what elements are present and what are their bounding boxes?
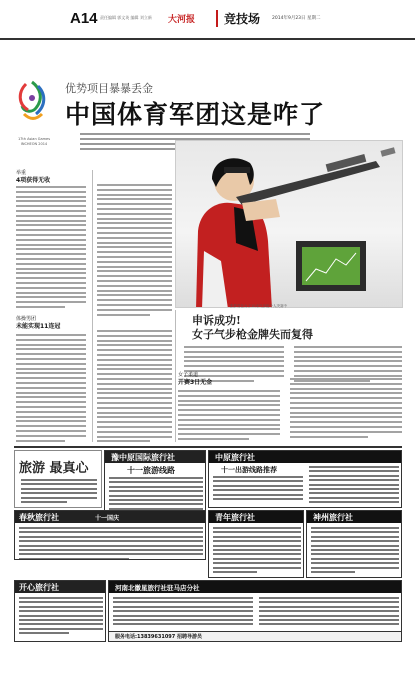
body-text-judo-b [290, 378, 402, 440]
ad-qingnian[interactable]: 青年旅行社 [208, 510, 304, 578]
athlete-photo [175, 140, 403, 308]
body-text-col2b [97, 330, 172, 445]
ad-chunqiu[interactable]: 春秋旅行社 十一国庆 [14, 510, 206, 560]
asian-games-caption: 17th Asian Games INCHEON 2014 [17, 137, 51, 146]
column-rule [92, 170, 93, 442]
body-text-judo-a [178, 390, 280, 443]
masthead [0, 0, 415, 40]
photo-caption: 张梦雪在女子10米气步枪个人决赛中 [230, 304, 287, 308]
ad-tourism[interactable]: 旅游 最真心 [14, 450, 102, 508]
subhead-weightlifting: 举重 4项获得无收 [16, 170, 51, 184]
editor-credit: 责任编辑 郭文英 编辑 刘立新 [100, 15, 152, 20]
issue-date: 2014年9月23日 星期二 [272, 16, 321, 21]
column-rule [175, 310, 176, 442]
ad-contact-line: 服务电话:13839631097 招聘导游员 [115, 634, 203, 640]
body-text-col1b [16, 334, 86, 444]
article-kicker: 优势项目暴暴丢金 [65, 82, 153, 95]
body-text-col2a [97, 184, 172, 318]
asian-games-logo-icon [14, 78, 50, 136]
subhead-gymnastics: 体操男团 未能实现11连冠 [16, 316, 61, 330]
page-number: A14 [70, 10, 98, 27]
section-title: 竞技场 [216, 10, 260, 27]
side-story-headline: 申诉成功! 女子气步枪金牌失而复得 [192, 314, 313, 341]
paper-logo: 大河报 [168, 15, 196, 25]
ad-section-divider [14, 446, 402, 448]
shooter-illustration [176, 141, 403, 308]
ad-kaixin[interactable]: 开心旅行社 [14, 580, 106, 642]
ad-beihuixing[interactable]: 河南北徽星旅行社驻马店分社 服务电话:13839631097 招聘导游员 [108, 580, 402, 642]
ad-yuzhongyuan[interactable]: 豫中原国际旅行社 十一旅游线路 [104, 450, 206, 522]
article-headline: 中国体育军团这是咋了 [65, 100, 326, 129]
ad-zhongyuan[interactable]: 中原旅行社 十一出游线路推荐 [208, 450, 402, 508]
subhead-judo: 女子柔道 开赛3日无金 [178, 372, 213, 386]
body-text-col1a [16, 186, 86, 311]
ad-shenzhou[interactable]: 神州旅行社 [306, 510, 402, 578]
